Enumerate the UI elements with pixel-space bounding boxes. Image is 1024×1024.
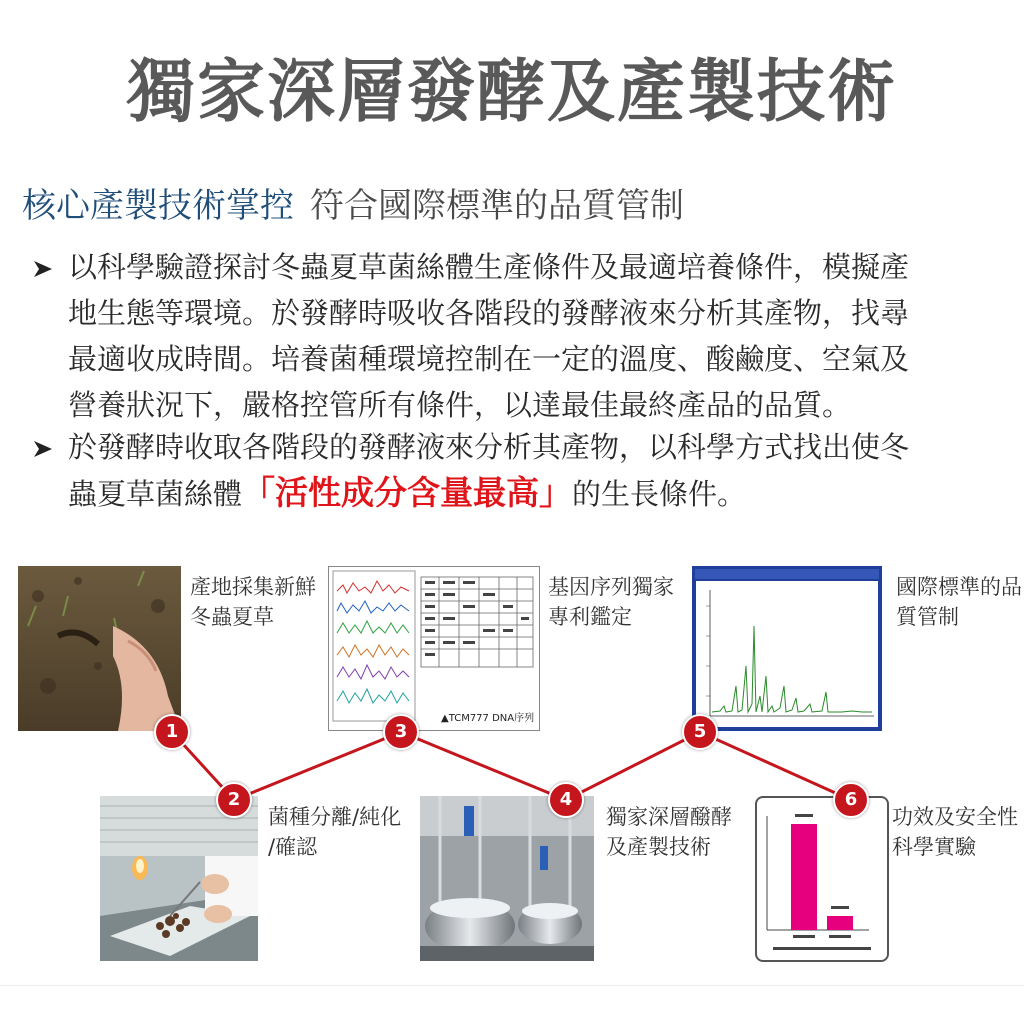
subheading-quality: 符合國際標準的品質管制	[310, 186, 684, 226]
bullet-1-line: 以科學驗證探討冬蟲夏草菌絲體生產條件及最適培養條件，模擬產	[68, 250, 910, 284]
step-1-marker: 1	[154, 714, 190, 750]
bullet-1-line: 營養狀況下，嚴格控管所有條件，以達最佳最終產品的品質。	[68, 388, 852, 422]
bullet-2-text: 的生長條件。	[572, 477, 747, 511]
bullet-2-text: 蟲夏草菌絲體	[68, 477, 243, 511]
step-3-marker: 3	[383, 714, 419, 750]
step-1-caption: 產地採集新鮮 冬蟲夏草	[190, 575, 316, 629]
step-2-marker: 2	[216, 782, 252, 818]
step-6-caption: 功效及安全性 科學實驗	[892, 805, 1018, 859]
fermentation-tanks-photo	[420, 796, 594, 961]
page-title: 獨家深層發酵及產製技術	[126, 53, 897, 132]
step-5-caption: 國際標準的品 質管制	[896, 575, 1022, 629]
step-4-caption: 獨家深層醱酵 及產製技術	[606, 805, 732, 859]
footer-divider	[0, 985, 1024, 986]
bullet-2-line: 於發酵時收取各階段的發酵液來分析其產物，以科學方式找出使冬	[68, 430, 910, 464]
cordyceps-field-photo	[18, 566, 181, 731]
bullet-1-line: 地生態等環境。於發酵時吸收各階段的發酵液來分析其產物，找尋	[68, 296, 910, 330]
dna-sequence-image	[328, 566, 540, 731]
efficacy-bar-chart-image	[755, 796, 889, 962]
chromatography-image	[692, 566, 882, 731]
subheading-core: 核心產製技術掌控	[22, 186, 294, 226]
step-5-marker: 5	[682, 714, 718, 750]
step-6-marker: 6	[833, 782, 869, 818]
step-4-marker: 4	[548, 782, 584, 818]
step-2-caption: 菌種分離/純化 /確認	[268, 805, 402, 859]
dna-image-caption: ▲TCM777 DNA序列	[441, 713, 535, 724]
lab-isolation-photo	[100, 796, 258, 961]
step-3-caption: 基因序列獨家 專利鑑定	[548, 575, 674, 629]
bullet-1-line: 最適收成時間。培養菌種環境控制在一定的溫度、酸鹼度、空氣及	[68, 342, 910, 376]
highlight-text: 「活性成分含量最高」	[242, 473, 573, 512]
